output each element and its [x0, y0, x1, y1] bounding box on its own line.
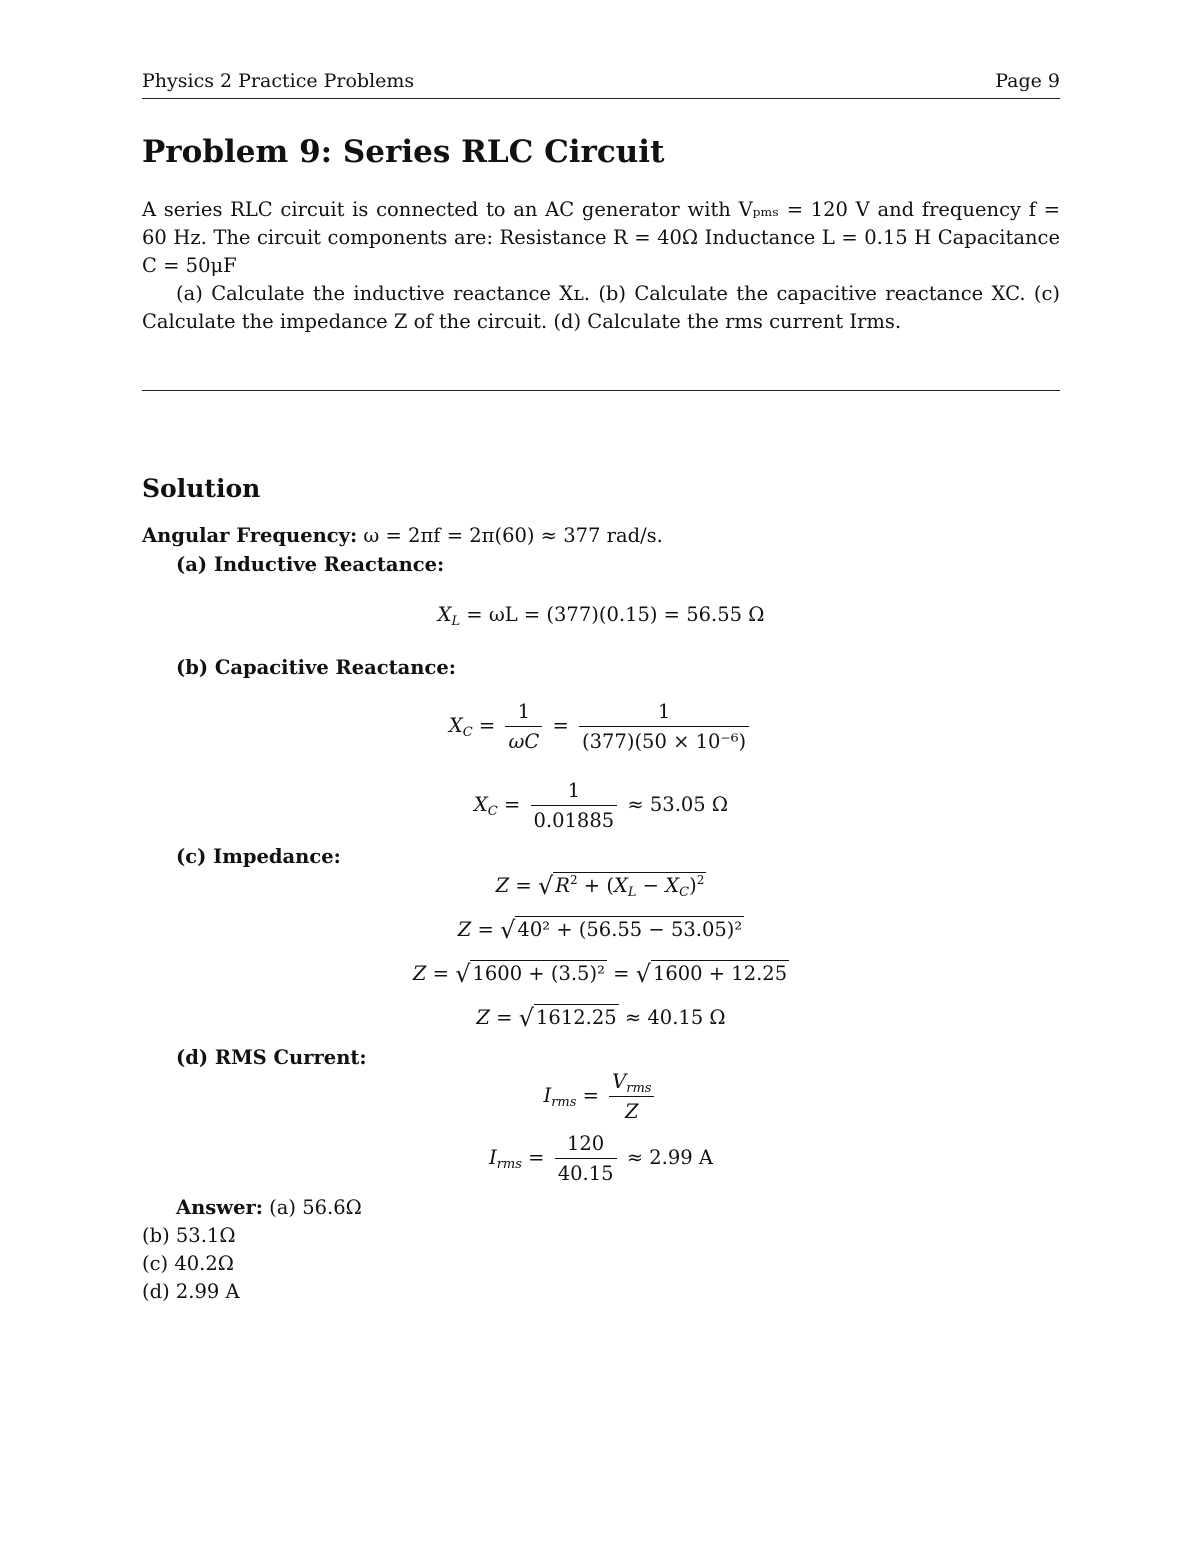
section-divider	[142, 390, 1060, 391]
answer-b: (b) 53.1Ω	[142, 1224, 236, 1247]
part-d-label: (d) RMS Current:	[176, 1046, 367, 1069]
answer-c: (c) 40.2Ω	[142, 1252, 234, 1275]
equation-rms-current-2: $I_{rms}$ = $\frac{120}{40.15}$ ≈ 2.99 A	[489, 1132, 713, 1185]
header-page-number: Page 9	[995, 70, 1060, 92]
problem-paragraph-1: A series RLC circuit is connected to an AC generator with Vₚₘₛ = 120 V and frequency f = 60 Hz. The circuit components are: Resistance R = 40Ω Inductance L = 0.15 H Capacitance C = 50μF	[142, 198, 1060, 277]
problem-paragraph-2: (a) Calculate the inductive reactance Xʟ. (b) Calculate the capacitive reactance XC. (c) Calculate the impedance Z of the circuit. (d) Calculate the rms current Irms.	[142, 282, 1060, 333]
answer-line-a	[176, 1196, 362, 1219]
equation-impedance-1: Z = √ $R^2 + (X_L - X_C)^2$	[495, 872, 705, 900]
part-a-label: (a) Inductive Reactance:	[176, 553, 445, 576]
angular-frequency-text: ω = 2πf = 2π(60) ≈ 377 rad/s.	[363, 524, 663, 547]
equation-inductive-reactance: $X_L = \omega L = (377)(0.15) = 56.55$ Ω	[437, 603, 765, 629]
header-title: Physics 2 Practice Problems	[142, 70, 415, 92]
solution-heading: Solution	[142, 474, 261, 503]
answer-a: (a) 56.6Ω	[269, 1196, 362, 1219]
equation-impedance-3: Z = √ 1600 + (3.5)² = √ 1600 + 12.25	[412, 960, 788, 988]
equation-impedance-4: Z = √ 1612.25 ≈ 40.15 Ω	[476, 1004, 726, 1032]
page-header	[142, 70, 1060, 99]
angular-frequency-label: Angular Frequency:	[142, 524, 358, 547]
answer-d: (d) 2.99 A	[142, 1280, 240, 1303]
part-c-label: (c) Impedance:	[176, 845, 341, 868]
problem-statement	[142, 196, 1060, 336]
answer-label: Answer:	[176, 1196, 263, 1219]
equation-capacitive-reactance-2: $X_C$ = $\frac{1}{0.01885}$ ≈ 53.05 Ω	[473, 779, 729, 832]
equation-impedance-2: Z = √ 40² + (56.55 − 53.05)²	[457, 916, 743, 944]
part-b-label: (b) Capacitive Reactance:	[176, 656, 456, 679]
equation-rms-current-1: $I_{rms}$ = $\frac{V_{rms}}{Z}$	[142, 1070, 1060, 1123]
problem-title: Problem 9: Series RLC Circuit	[142, 134, 665, 170]
angular-frequency-line	[142, 524, 663, 547]
equation-capacitive-reactance-1: $X_C$ = $\frac{1}{\omega C}$ = $\frac{1}{\text{(377)(50 × 10⁻⁶)}}$	[142, 700, 1060, 753]
